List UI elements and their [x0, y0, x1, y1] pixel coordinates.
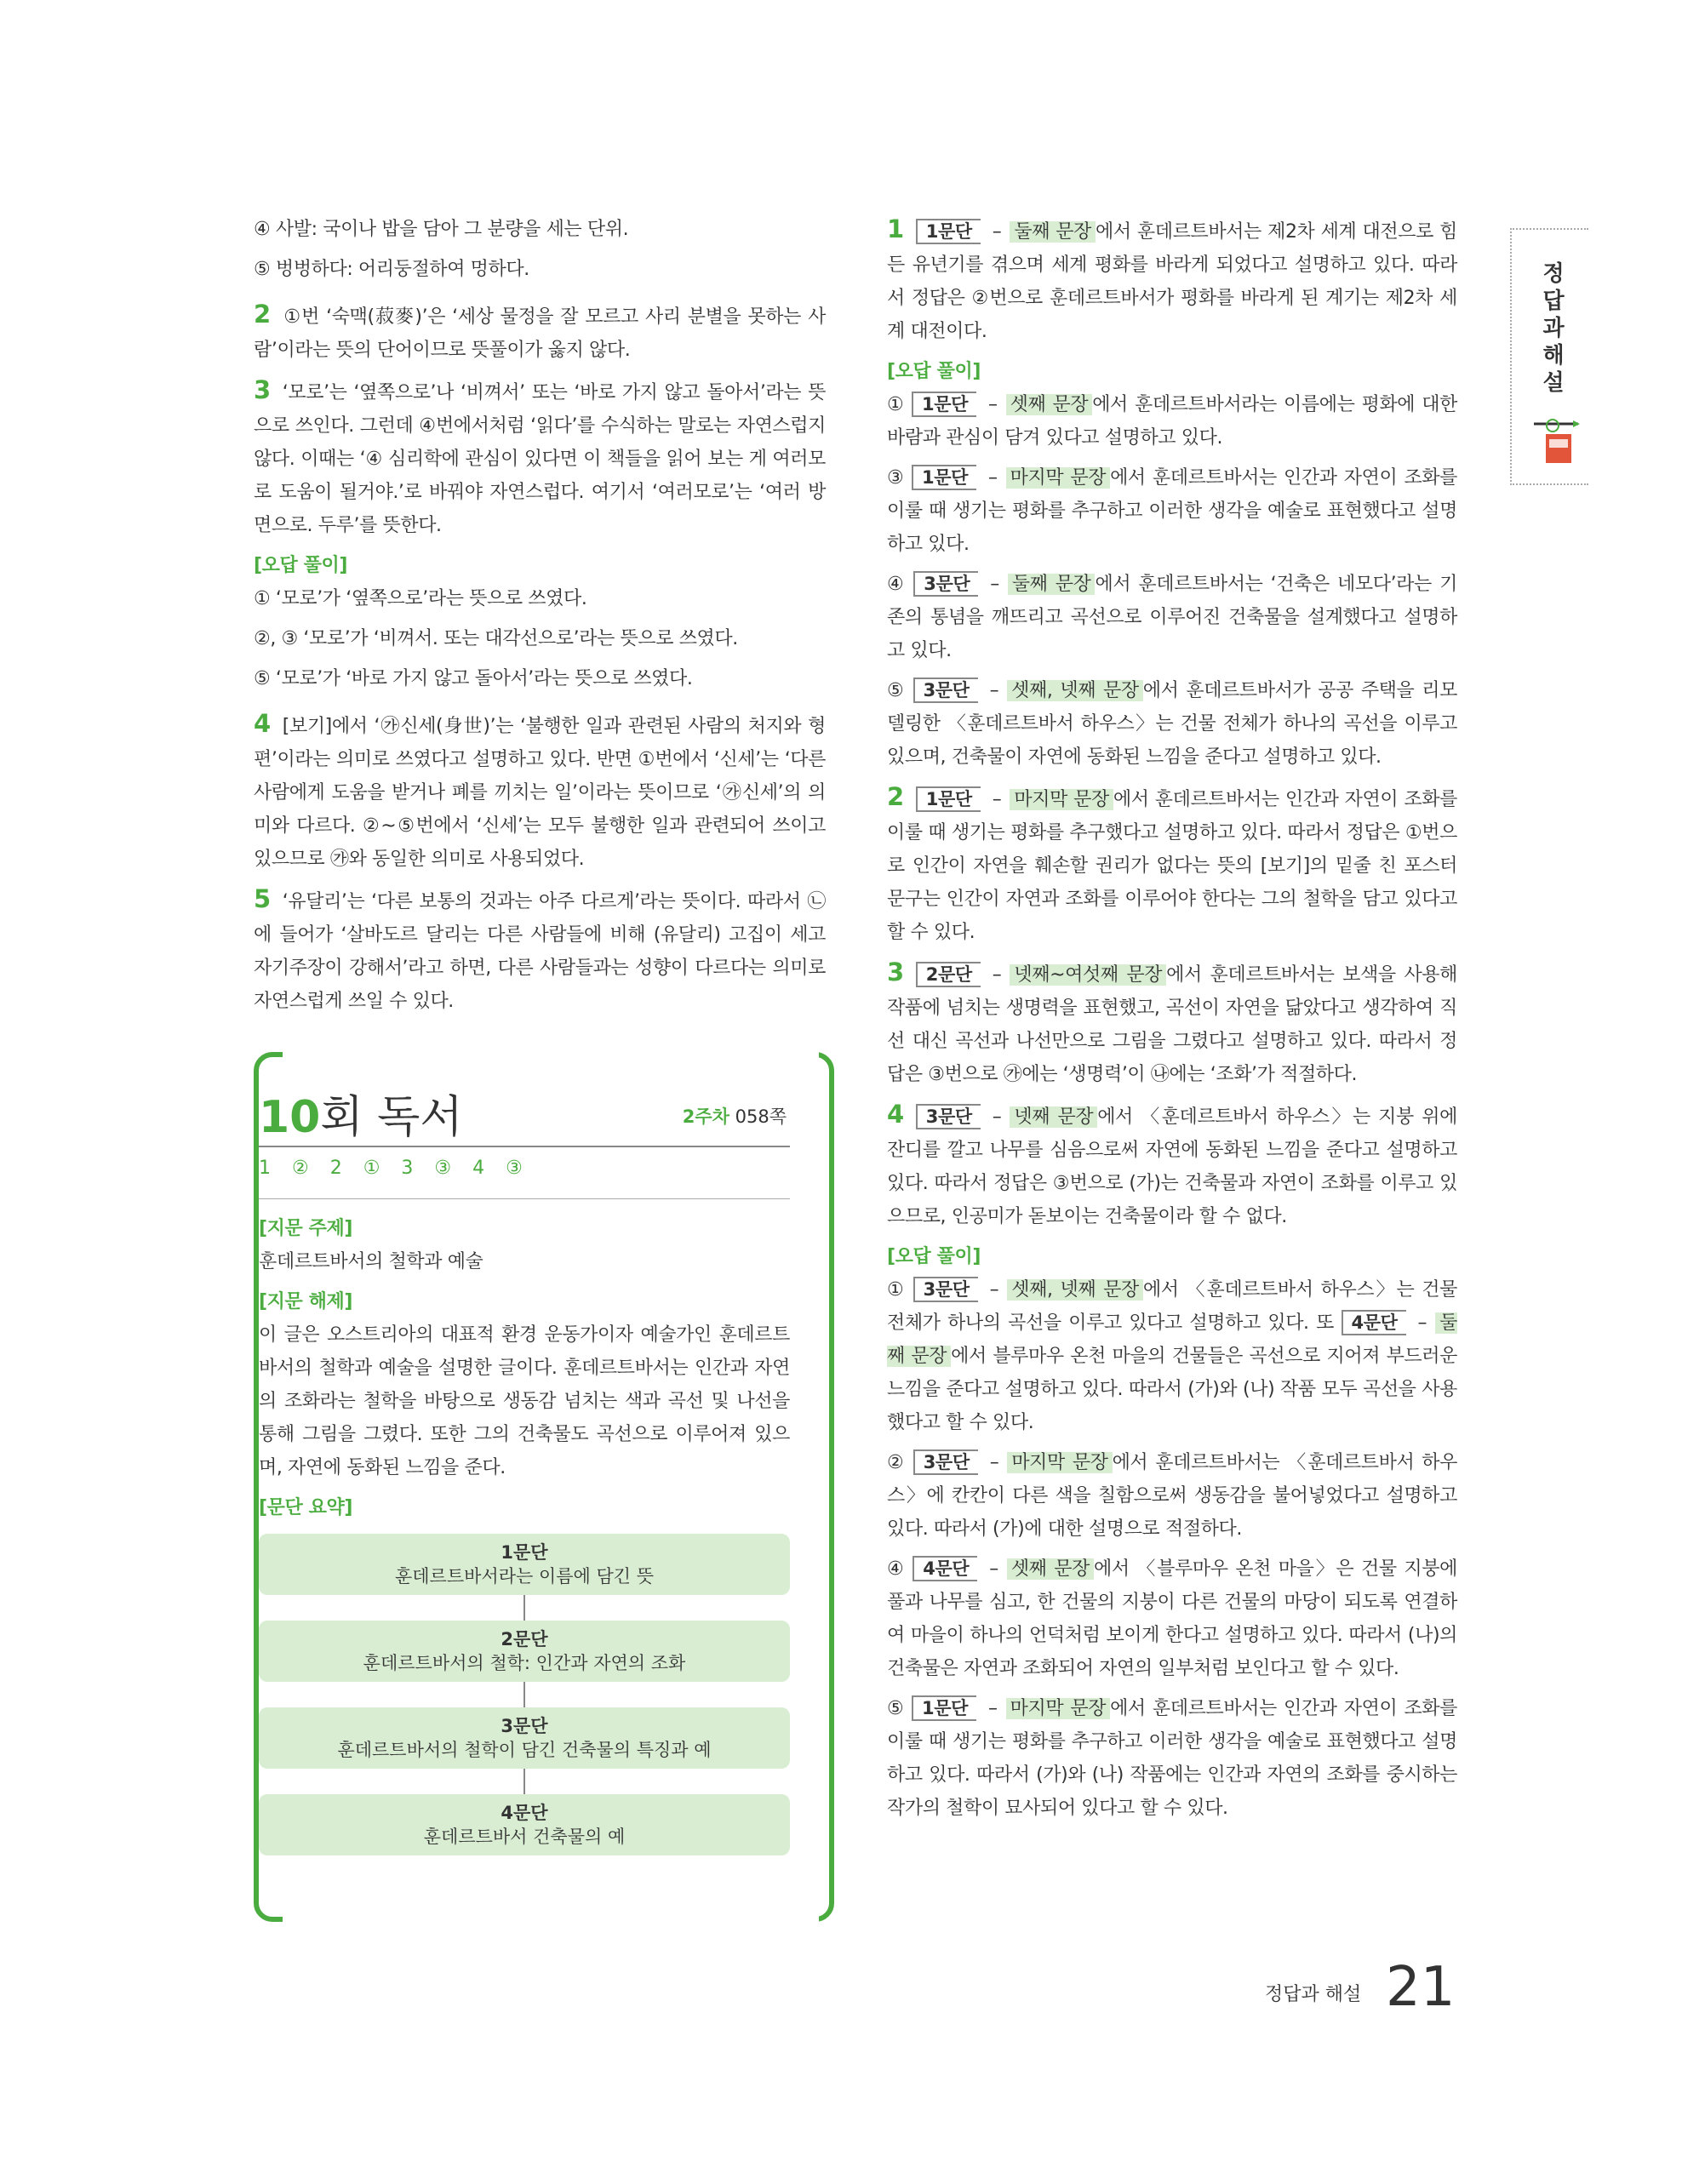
question-number: 4	[254, 709, 271, 738]
highlight: 셋째 문장	[1007, 1558, 1094, 1580]
summary-title: 2문단	[501, 1629, 548, 1649]
answer-3	[254, 374, 826, 542]
side-tab-label: 정 답 과 해 설	[1542, 261, 1565, 396]
answer-text: 에서 훈데르트바서는 제2차 세계 대전으로 힘든 유년기를 겪으며 세계 평화를 바라게 되었다고 설명하고 있다. 따라서 정답은 ②번으로 훈데르트바서가 평화를 바라게 된 계기는 제2차 세계 대전이다.	[887, 221, 1457, 342]
highlight: 셋째, 넷째 문장	[1007, 680, 1143, 701]
highlight: 마지막 문장	[1007, 1452, 1112, 1473]
paragraph-tag: 1문단	[916, 219, 981, 244]
paragraph-tag: 1문단	[916, 786, 981, 812]
summary-box	[259, 1621, 790, 1682]
topic-heading: [지문 주제]	[259, 1218, 352, 1239]
paragraph-tag: 3문단	[913, 571, 978, 597]
answer-4	[254, 707, 826, 876]
paragraph-tag: 4문단	[913, 1556, 977, 1581]
lesson-box	[254, 1052, 834, 1922]
paragraph-tag: 3문단	[913, 1277, 978, 1302]
paragraph-summary-flow	[259, 1534, 790, 1855]
answer-5	[254, 883, 826, 1018]
highlight: 둘째 문장	[887, 1312, 1457, 1367]
paragraph-tag: 3문단	[913, 1449, 978, 1475]
box-title	[259, 1081, 787, 1145]
explain-heading: [지문 해제]	[259, 1291, 352, 1312]
highlight: 넷째~여섯째 문장	[1010, 964, 1166, 986]
wrong-answer-heading: [오답 풀이]	[887, 1246, 981, 1267]
paragraph-tag: 3문단	[913, 677, 978, 703]
page-number: 21	[1386, 1956, 1456, 2019]
highlight: 마지막 문장	[1006, 467, 1110, 489]
summary-desc: 훈데르트바서의 철학이 담긴 건축물의 특징과 예	[337, 1740, 712, 1760]
answer-2: 2 1문단 – 마지막 문장 에서 훈데르트바서는 인간과 자연이 조화를 이룰 때 생기는 평화를 추구했다고 설명하고 있다. 따라서 정답은 ①번으로 인간이 자연을 훼손할 권리가 없다는 뜻의 [보기]의 밑줄 친 포스터 문구는 인간이 자연과 조화를 이루어야 한다는 그의 철학을 담고 있다고 할 수 있다.	[887, 782, 1457, 943]
wrong-answer-heading: [오답 풀이]	[254, 555, 347, 576]
explain-text: 이 글은 오스트리아의 대표적 환경 운동가이자 예술가인 훈데르트바서의 철학과 예술을 설명한 글이다. 훈데르트바서는 인간과 자연의 조화라는 철학을 바탕으로 생동감 넘치는 색과 곡선 및 나선을 통해 그림을 그렸다. 또한 그의 건축물도 곡선으로 이루어져 있으며, 자연에 동화된 느낌을 준다.	[259, 1324, 790, 1478]
summary-desc: 훈데르트바서라는 이름에 담긴 뜻	[394, 1566, 655, 1587]
wrong-item: ④ 3문단 – 둘째 문장 에서 훈데르트바서는 ‘건축은 네모다’라는 기존의 통념을 깨뜨리고 곡선으로 이루어진 건축물을 설계했다고 설명하고 있다.	[887, 568, 1457, 667]
paragraph-tag: 1문단	[912, 465, 976, 490]
item-beongbeong: ⑤ 벙벙하다: 어리둥절하여 멍하다.	[254, 259, 529, 280]
summary-box	[259, 1707, 790, 1769]
answer-text: ①번 ‘숙맥(菽麥)’은 ‘세상 물정을 잘 모르고 사리 분별을 못하는 사람’이라는 뜻의 단어이므로 뜻풀이가 옳지 않다.	[254, 306, 826, 361]
wrong-item: ⑤ 1문단 – 마지막 문장 에서 훈데르트바서는 인간과 자연이 조화를 이룰 때 생기는 평화를 추구하고 이러한 생각을 예술로 표현했다고 설명하고 있다. 따라서 (가)와 (나) 작품에는 인간과 자연의 조화를 중시하는 작가의 철학이 묘사되어 있다고 할 수 있다.	[887, 1692, 1457, 1825]
question-number: 2	[254, 300, 271, 329]
answer-1: 1 1문단 – 둘째 문장 에서 훈데르트바서는 제2차 세계 대전으로 힘든 유년기를 겪으며 세계 평화를 바라게 되었다고 설명하고 있다. 따라서 정답은 ②번으로 훈데르트바서가 평화를 바라게 된 계기는 제2차 세계 대전이다.	[887, 214, 1457, 342]
summary-title: 4문단	[501, 1803, 548, 1823]
wrong-item: ① ‘모로’가 ‘옆쪽으로’라는 뜻으로 쓰였다.	[254, 588, 587, 609]
week-label: 2주차	[682, 1106, 729, 1127]
box-body	[259, 1209, 790, 1524]
footer-label: 정답과 해설	[1265, 1984, 1362, 2005]
answer-3: 3 2문단 – 넷째~여섯째 문장 에서 훈데르트바서는 보색을 사용해 작품에 넘치는 생명력을 표현했고, 곡선이 자연을 닮았다고 생각하여 직선 대신 곡선과 나선만으로 그림을 그렸다고 설명하고 있다. 따라서 정답은 ③번으로 ㉮에는 ‘생명력’이 ㉯에는 ‘조화’가 적절하다.	[887, 958, 1458, 1085]
question-number: 3	[254, 375, 271, 404]
question-number: 1	[887, 214, 904, 243]
answer-4: 4 3문단 – 넷째 문장 에서 〈훈데르트바서 하우스〉는 지붕 위에 잔디를 깔고 나무를 심음으로써 자연에 동화된 느낌을 준다고 설명하고 있다. 따라서 정답은 ③번으로 (가)는 건축물과 자연이 조화를 이루고 있으므로, 인공미가 돋보이는 건축물이라 할 수 없다.	[887, 1100, 1457, 1227]
answer-text: ‘모로’는 ‘옆쪽으로’나 ‘비껴서’ 또는 ‘바로 가지 않고 돌아서’라는 뜻으로 쓰인다. 그런데 ④번에서처럼 ‘읽다’를 수식하는 말로는 자연스럽지 않다. 이때는 ‘④ 심리학에 관심이 있다면 이 책들을 읽어 보는 게 여러모로 도움이 될거야.’로 바꿔야 자연스럽다. 여기서 ‘여러모로’는 ‘여러 방면으로. 두루’를 뜻한다.	[254, 382, 826, 536]
question-number: 4	[887, 1100, 904, 1129]
item-sabal: ④ 사발: 국이나 밥을 담아 그 분량을 세는 단위.	[254, 219, 629, 240]
highlight: 넷째 문장	[1010, 1106, 1097, 1128]
highlight: 마지막 문장	[1010, 789, 1113, 810]
page-ref	[683, 1103, 787, 1129]
wrong-item: ⑤ 3문단 – 셋째, 넷째 문장 에서 훈데르트바서가 공공 주택을 리모델링한 〈훈데르트바서 하우스〉는 건물 전체가 하나의 곡선을 이루고 있으며, 건축물이 자연에 동화된 느낌을 준다고 설명하고 있다.	[887, 674, 1457, 774]
paragraph-tag: 1문단	[912, 1695, 976, 1721]
section-side-tab[interactable]	[1510, 228, 1588, 485]
answer-text: 에서 훈데르트바서는 보색을 사용해 작품에 넘치는 생명력을 표현했고, 곡선이 자연을 닮았다고 생각하여 직선 대신 곡선과 나선만으로 그림을 그렸다고 설명하고 있다. 따라서 정답은 ③번으로 ㉮에는 ‘생명력’이 ㉯에는 ‘조화’가 적절하다.	[887, 964, 1458, 1085]
highlight: 셋째, 넷째 문장	[1007, 1279, 1143, 1301]
summary-desc: 훈데르트바서 건축물의 예	[423, 1827, 626, 1847]
answer-text: 에서 〈훈데르트바서 하우스〉는 지붕 위에 잔디를 깔고 나무를 심음으로써 자연에 동화된 느낌을 준다고 설명하고 있다. 따라서 정답은 ③번으로 (가)는 건축물과 자연이 조화를 이루고 있으므로, 인공미가 돋보이는 건축물이라 할 수 없다.	[887, 1106, 1457, 1227]
right-column	[887, 213, 1457, 1832]
wrong-item: ③ 1문단 – 마지막 문장 에서 훈데르트바서는 인간과 자연이 조화를 이룰 때 생기는 평화를 추구하고 이러한 생각을 예술로 표현했다고 설명하고 있다.	[887, 461, 1457, 561]
highlight: 둘째 문장	[1010, 221, 1096, 243]
highlight: 둘째 문장	[1008, 574, 1096, 595]
question-number: 3	[887, 958, 904, 986]
answer-list: 1 ② 2 ① 3 ③ 4 ③	[259, 1158, 523, 1179]
highlight: 마지막 문장	[1006, 1698, 1110, 1719]
left-column	[254, 213, 826, 1025]
topic-text: 훈데르트바서의 철학과 예술	[259, 1251, 483, 1272]
summary-heading: [문단 요약]	[259, 1497, 352, 1518]
answer-2	[254, 298, 826, 367]
paragraph-tag: 4문단	[1342, 1310, 1406, 1335]
wrong-item: ②, ③ ‘모로’가 ‘비껴서. 또는 대각선으로’라는 뜻으로 쓰였다.	[254, 628, 738, 649]
summary-box	[259, 1534, 790, 1595]
summary-desc: 훈데르트바서의 철학: 인간과 자연의 조화	[363, 1653, 686, 1673]
wrong-item: ① 1문단 – 셋째 문장 에서 훈데르트바서라는 이름에는 평화에 대한 바람과 관심이 담겨 있다고 설명하고 있다.	[887, 388, 1457, 455]
question-number: 2	[887, 782, 904, 811]
paragraph-tag: 1문단	[912, 392, 976, 417]
summary-box	[259, 1794, 790, 1855]
paragraph-tag: 2문단	[916, 962, 981, 987]
highlight: 셋째 문장	[1006, 394, 1093, 415]
wrong-item: ① 3문단 – 셋째, 넷째 문장 에서 〈훈데르트바서 하우스〉는 건물 전체가 하나의 곡선을 이루고 있다고 설명하고 있다. 또 4문단 – 둘째 문장 에서 블루마우 온천 마을의 건물들은 곡선으로 지어져 부드러운 느낌을 준다고 설명하고 있다. 따라서 (가)와 (나) 작품 모두 곡선을 사용했다고 할 수 있다.	[887, 1273, 1457, 1439]
question-number: 5	[254, 884, 271, 913]
wrong-item: ② 3문단 – 마지막 문장 에서 훈데르트바서는 〈훈데르트바서 하우스〉에 칸칸이 다른 색을 칠함으로써 생동감을 불어넣었다고 설명하고 있다. 따라서 (가)에 대한 설명으로 적절하다.	[887, 1446, 1457, 1546]
summary-title: 3문단	[501, 1716, 548, 1736]
answer-text: 에서 훈데르트바서는 인간과 자연이 조화를 이룰 때 생기는 평화를 추구했다고 설명하고 있다. 따라서 정답은 ①번으로 인간이 자연을 훼손할 권리가 없다는 뜻의 [보기]의 밑줄 친 포스터 문구는 인간이 자연과 조화를 이루어야 한다는 그의 철학을 담고 있다고 할 수 있다.	[887, 789, 1457, 943]
paragraph-tag: 3문단	[916, 1104, 981, 1129]
page-label: 058쪽	[735, 1106, 787, 1127]
lesson-number: 10	[259, 1092, 321, 1143]
wrong-answer-heading: [오답 풀이]	[887, 361, 981, 382]
summary-title: 1문단	[501, 1542, 548, 1563]
wrong-item: ⑤ ‘모로’가 ‘바로 가지 않고 돌아서’라는 뜻으로 쓰였다.	[254, 668, 693, 689]
answer-text: [보기]에서 ‘㉮신세(身世)’는 ‘불행한 일과 관련된 사람의 처지와 형편’이라는 의미로 쓰였다고 설명하고 있다. 반면 ①번에서 ‘신세’는 ‘다른 사람에게 도움을 받거나 폐를 끼치는 일’이라는 뜻이므로 ‘㉮신세’의 의미와 다르다. ②~⑤번에서 ‘신세’는 모두 불행한 일과 관련되어 쓰이고 있으므로 ㉮와 동일한 의미로 사용되었다.	[254, 716, 826, 870]
wrong-item: ④ 4문단 – 셋째 문장 에서 〈블루마우 온천 마을〉은 건물 지붕에 풀과 나무를 심고, 한 건물의 지붕이 다른 건물의 마당이 되도록 연결하여 마을이 하나의 언덕처럼 보이게 한다고 설명하고 있다. 따라서 (나)의 건축물은 자연과 조화되어 자연의 일부처럼 보인다고 할 수 있다.	[887, 1552, 1457, 1685]
answer-text: ‘유달리’는 ‘다른 보통의 것과는 아주 다르게’라는 뜻이다. 따라서 ㉡에 들어가 ‘살바도르 달리는 다른 사람들에 비해 (유달리) 고집이 세고 자기주장이 강해서’라고 하면, 다른 사람들과는 성향이 다르다는 의미로 자연스럽게 쓰일 수 있다.	[254, 891, 826, 1012]
book-pencil-icon	[1530, 405, 1582, 465]
lesson-title: 회 독서	[320, 1092, 463, 1143]
